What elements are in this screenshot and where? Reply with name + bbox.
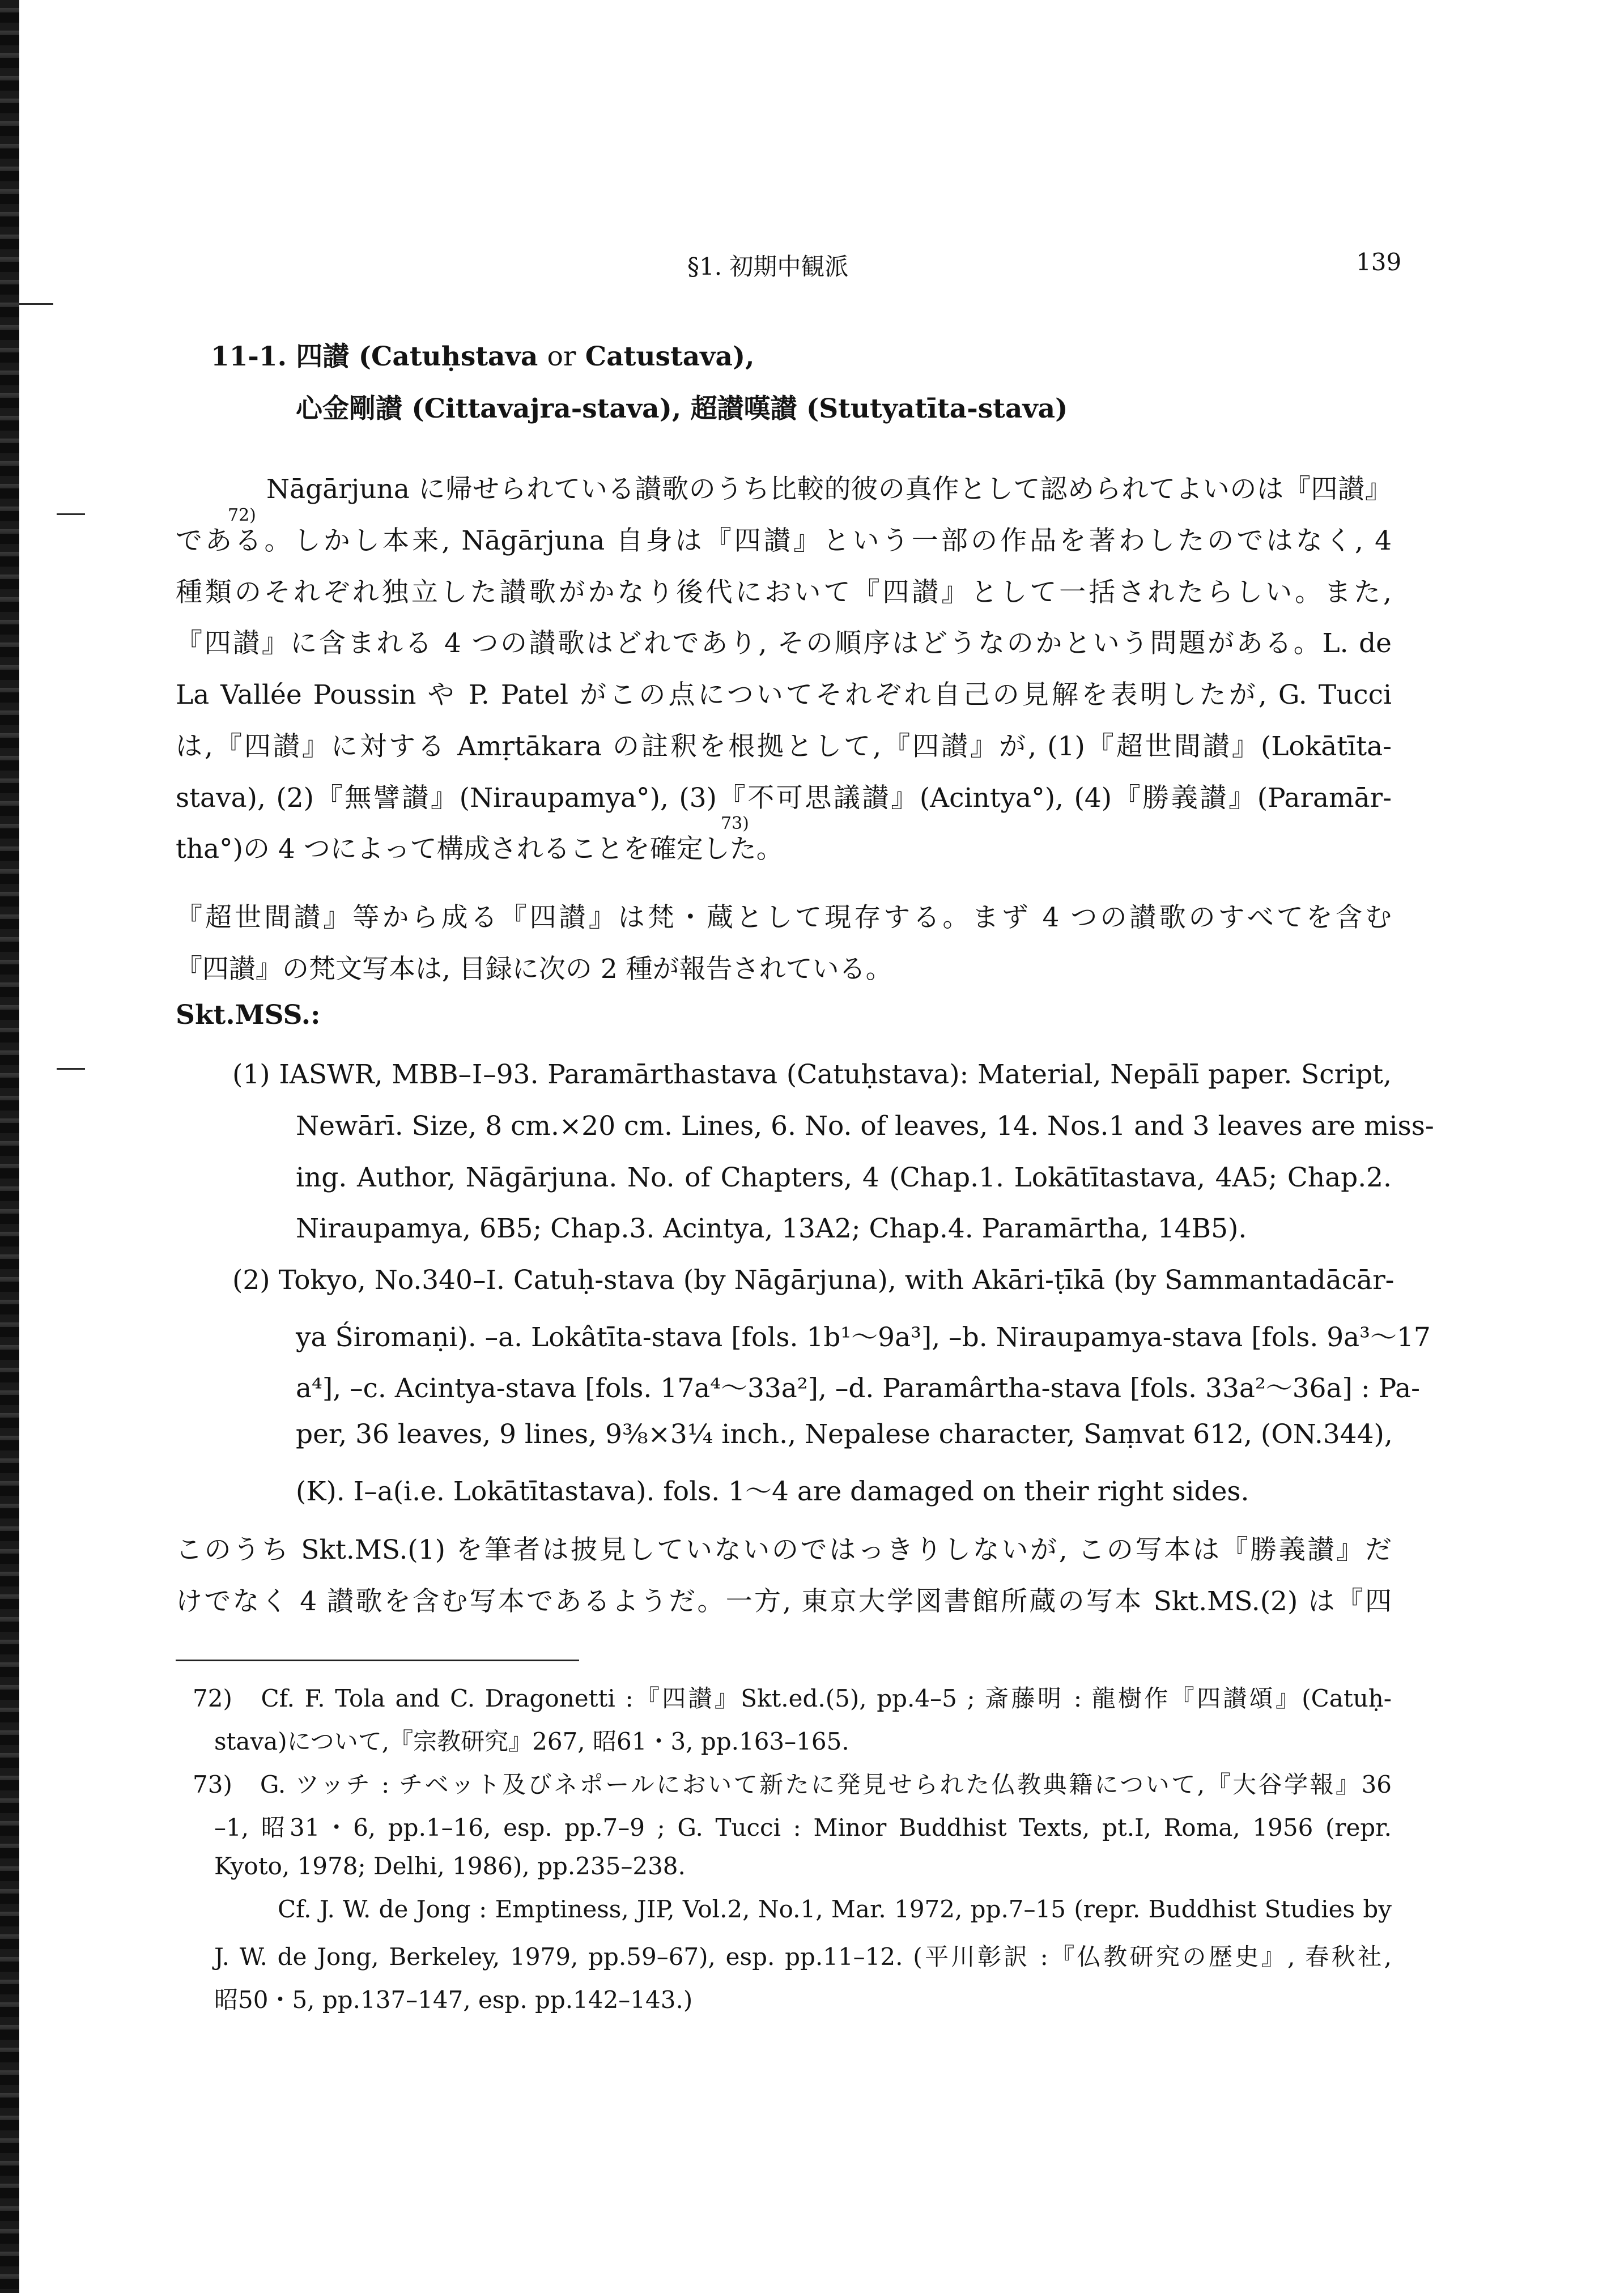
footnote-mark: 73) xyxy=(721,814,749,833)
body-line: けでなく 4 讃歌を含む写本であるようだ。一方, 東京大学図書館所蔵の写本 Skt.MS.(2) は『四 xyxy=(176,1586,1392,1617)
footnote-mark: 72) xyxy=(228,505,256,525)
heading-title-jp: 四讃 xyxy=(296,341,350,372)
ms-entry-line: a⁴], –c. Acintya-stava [fols. 17a⁴〜33a²], –d. Paramârtha-stava [fols. 33a²〜36a] : Pa- xyxy=(296,1373,1421,1404)
margin-mark xyxy=(57,513,85,515)
footnote-line: Kyoto, 1978; Delhi, 1986), pp.235–238. xyxy=(214,1852,686,1880)
body-line: 『四讃』の梵文写本は, 目録に次の 2 種が報告されている。 xyxy=(176,954,892,985)
margin-mark xyxy=(19,303,53,305)
ms-entry-line: ya Śiromaṇi). –a. Lokâtīta-stava [fols. 1b¹〜9a³], –b. Niraupamya-stava [fols. 9a³〜17 xyxy=(296,1322,1431,1353)
footnote-line: 73) G. ツッチ : チベット及びネポールにおいて新たに発見せられた仏教典籍について,『大谷学報』36 xyxy=(193,1771,1392,1798)
footnote-rule xyxy=(176,1660,579,1661)
body-line: tha°)の 4 つによって構成されることを確定した。 xyxy=(176,833,783,865)
heading-title-en: (Catuḥstava xyxy=(358,341,538,372)
section-subheading xyxy=(296,388,1068,426)
footnote-line: 昭50・5, pp.137–147, esp. pp.142–143.) xyxy=(214,1986,693,2014)
ms-entry-line: ing. Author, Nāgārjuna. No. of Chapters, 4 (Chap.1. Lokātītastava, 4A5; Chap.2. xyxy=(296,1162,1392,1193)
footnote-line: Cf. J. W. de Jong : Emptiness, JIP, Vol.2, No.1, Mar. 1972, pp.7–15 (repr. Buddhist Studies by xyxy=(278,1895,1392,1923)
body-line: このうち Skt.MS.(1) を筆者は披見していないのではっきりしないが, この写本は『勝義讃』だ xyxy=(176,1534,1392,1565)
heading-or: or xyxy=(547,341,576,372)
ms-entry-line: per, 36 leaves, 9 lines, 9⅜×3¼ inch., Nepalese character, Saṃvat 612, (ON.344), xyxy=(296,1419,1393,1450)
body-line: である。しかし本来, Nāgārjuna 自身は『四讃』という一部の作品を著わしたのではなく, 4 xyxy=(176,525,1392,556)
margin-mark xyxy=(57,1068,85,1070)
ms-entry-line: (2) Tokyo, No.340–I. Catuḥ-stava (by Nāgārjuna), with Akāri-ṭīkā (by Sammantadācār- xyxy=(232,1265,1395,1296)
ms-entry-line: Niraupamya, 6B5; Chap.3. Acintya, 13A2; Chap.4. Paramārtha, 14B5). xyxy=(296,1213,1247,1244)
ms-entry-line: (1) IASWR, MBB–Ⅰ–93. Paramārthastava (Catuḥstava): Material, Nepālī paper. Script, xyxy=(232,1059,1392,1090)
body-line: La Vallée Poussin や P. Patel がこの点についてそれぞれ自己の見解を表明したが, G. Tucci xyxy=(176,679,1392,711)
book-binding-edge xyxy=(0,0,19,2293)
body-line: stava), (2)『無譬讃』(Niraupamya°), (3)『不可思議讃』(Acintya°), (4)『勝義讃』(Paramār- xyxy=(176,782,1392,814)
footnote-line: 72) Cf. F. Tola and C. Dragonetti :『四讃』Skt.ed.(5), pp.4–5 ; 斎藤明 : 龍樹作『四讃頌』(Catuḥ- xyxy=(193,1684,1392,1712)
footnote-line: stava)について,『宗教研究』267, 昭61・3, pp.163–165. xyxy=(214,1728,849,1755)
running-header: §1. 初期中観派 xyxy=(687,253,849,280)
heading-title-en-alt: Catustava), xyxy=(585,341,755,372)
subheading-stutyatita: 超讃嘆讃 (Stutyatīta-stava) xyxy=(690,393,1068,424)
body-line: 『四讃』に含まれる 4 つの讃歌はどれであり, その順序はどうなのかという問題がある。L. de xyxy=(176,628,1392,659)
body-line: 種類のそれぞれ独立した讃歌がかなり後代において『四讃』として一括されたらしい。また, xyxy=(176,577,1392,608)
ms-entry-line: Newārī. Size, 8 cm.×20 cm. Lines, 6. No. of leaves, 14. Nos.1 and 3 leaves are miss- xyxy=(296,1111,1434,1142)
body-line: は,『四讃』に対する Amṛtākara の註釈を根拠として,『四讃』が, (1)『超世間讃』(Lokātīta- xyxy=(176,731,1392,762)
page-number: 139 xyxy=(1356,248,1402,276)
body-line: Nāgārjuna に帰せられている讃歌のうち比較的彼の真作として認められてよいのは『四讃』 xyxy=(266,474,1392,505)
footnote-line: J. W. de Jong, Berkeley, 1979, pp.59–67), esp. pp.11–12. (平川彰訳 :『仏教研究の歴史』, 春秋社, xyxy=(214,1943,1392,1971)
footnote-line: –1, 昭31・6, pp.1–16, esp. pp.7–9 ; G. Tucci : Minor Buddhist Texts, pt.I, Roma, 1956 (repr. xyxy=(214,1814,1392,1841)
mss-label: Skt.MSS.: xyxy=(176,999,321,1031)
section-heading xyxy=(211,335,755,373)
heading-number: 11-1. xyxy=(211,341,287,372)
body-line: 『超世間讃』等から成る『四讃』は梵・蔵として現存する。まず 4 つの讃歌のすべてを含む xyxy=(176,902,1392,933)
ms-entry-line: (K). Ⅰ–a(i.e. Lokātītastava). fols. 1〜4 are damaged on their right sides. xyxy=(296,1476,1249,1507)
subheading-cittavajra: 心金剛讃 (Cittavajra-stava), xyxy=(296,393,682,424)
